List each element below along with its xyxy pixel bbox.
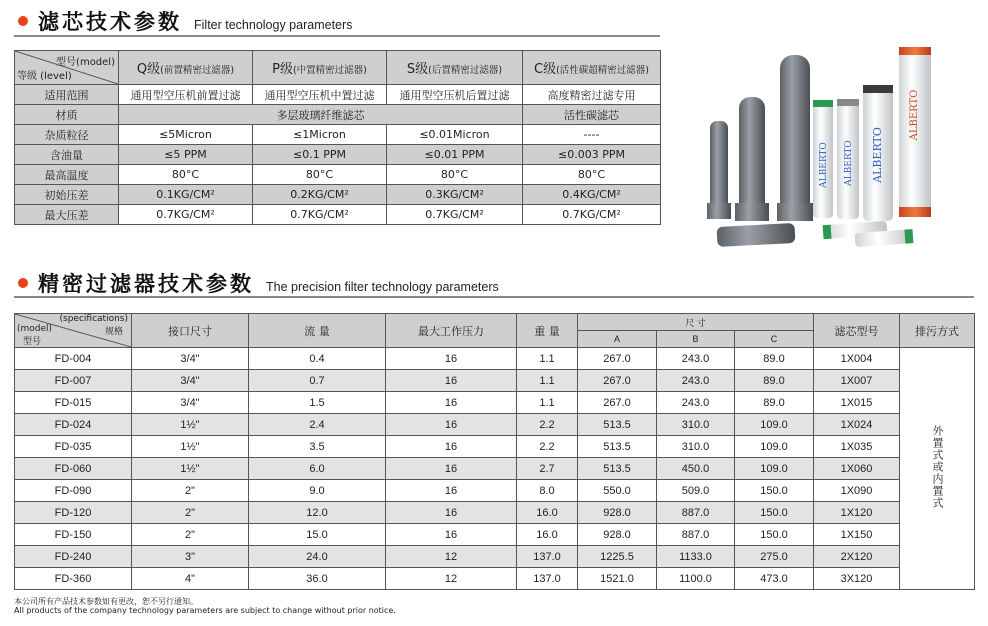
t2-cell-port: 1½" [132,436,249,458]
footer-note-en: All products of the company technology parameters are subject to change without prior notice. [14,606,396,615]
section1-header [18,6,352,36]
t2-cell-pressure: 16 [386,480,517,502]
t2-cell-port: 3/4" [132,348,249,370]
t2-cell-pressure: 16 [386,370,517,392]
t2-cell-b: 310.0 [657,414,735,436]
t2-cell-c: 473.0 [735,568,814,590]
t2-cell-a: 550.0 [578,480,657,502]
t2-cell-a: 928.0 [578,524,657,546]
t2-header-port: 接口尺寸 [132,314,249,348]
t2-cell-pressure: 16 [386,436,517,458]
t2-cell-model: FD-007 [15,370,132,392]
t2-cell-pressure: 16 [386,348,517,370]
t1-row-max-dp: 最大压差 0.7KG/CM² 0.7KG/CM² 0.7KG/CM² 0.7KG/CM² [15,205,661,225]
t2-cell-model: FD-015 [15,392,132,414]
t2-cell-model: FD-060 [15,458,132,480]
t2-cell-flow: 0.7 [249,370,386,392]
t2-cell-c: 109.0 [735,414,814,436]
section2-title-en: The precision filter technology parameters [266,280,499,294]
t1-row-init-dp: 初始压差 0.1KG/CM² 0.2KG/CM² 0.3KG/CM² 0.4KG/CM² [15,185,661,205]
section1-rule [14,35,660,37]
t2-cell-pressure: 16 [386,458,517,480]
t2-cell-port: 3/4" [132,370,249,392]
t2-cell-pressure: 16 [386,524,517,546]
t2-header-pressure: 最大工作压力 [386,314,517,348]
t2-cell-pressure: 12 [386,546,517,568]
t2-cell-model: FD-120 [15,502,132,524]
t2-cell-model: FD-360 [15,568,132,590]
t2-cell-flow: 15.0 [249,524,386,546]
brand-label-3: ALBERTO [871,127,884,183]
t2-cell-a: 267.0 [578,348,657,370]
table-row [15,348,975,370]
t2-cell-pressure: 16 [386,502,517,524]
t1-row-apply: 适用范围 通用型空压机前置过滤 通用型空压机中置过滤 通用型空压机后置过滤 高度精密过滤专用 [15,85,661,105]
t2-cell-model: FD-240 [15,546,132,568]
t2-cell-weight: 2.2 [517,414,578,436]
t2-cell-element: 1X015 [814,392,900,414]
t2-cell-element: 1X007 [814,370,900,392]
bullet-dot-icon [18,16,28,26]
t2-cell-b: 310.0 [657,436,735,458]
t1-grade-q: Q级(前置精密过滤器) [119,51,253,85]
t2-cell-a: 513.5 [578,414,657,436]
t2-cell-a: 267.0 [578,370,657,392]
t2-cell-b: 887.0 [657,524,735,546]
footer-note-cn: 本公司所有产品技术参数如有更改，恕不另行通知。 [14,597,198,606]
t2-cell-flow: 2.4 [249,414,386,436]
section2-title-cn: 精密过滤器技术参数 [38,272,254,296]
t1-corner-level: 等级 (level) [17,71,72,82]
t1-row-oil: 含油量 ≤5 PPM ≤0.1 PPM ≤0.01 PPM ≤0.003 PPM [15,145,661,165]
t2-corner-cell: (specifications) 规格 (model) 型号 [15,314,132,348]
t2-cell-weight: 16.0 [517,502,578,524]
t1-row-particle: 杂质粒径 ≤5Micron ≤1Micron ≤0.01Micron ---- [15,125,661,145]
t2-cell-flow: 0.4 [249,348,386,370]
t2-cell-weight: 137.0 [517,568,578,590]
t1-corner-cell [15,51,119,85]
t2-cell-flow: 1.5 [249,392,386,414]
t2-cell-c: 89.0 [735,370,814,392]
t2-cell-pressure: 12 [386,568,517,590]
t2-cell-weight: 8.0 [517,480,578,502]
t2-cell-port: 2" [132,524,249,546]
t2-cell-port: 2" [132,480,249,502]
t2-cell-b: 887.0 [657,502,735,524]
t2-cell-model: FD-035 [15,436,132,458]
t1-grade-c: C级(活性碳超精密过滤器) [523,51,661,85]
t2-cell-model: FD-150 [15,524,132,546]
section1-title-cn: 滤芯技术参数 [38,10,182,34]
t1-row-temp: 最高温度 80°C 80°C 80°C 80°C [15,165,661,185]
table-row [15,524,975,546]
t2-cell-c: 109.0 [735,458,814,480]
t2-cell-c: 89.0 [735,348,814,370]
t2-cell-c: 275.0 [735,546,814,568]
table-row [15,392,975,414]
t2-cell-weight: 137.0 [517,546,578,568]
t2-cell-flow: 6.0 [249,458,386,480]
t2-cell-weight: 1.1 [517,392,578,414]
t2-cell-model: FD-004 [15,348,132,370]
brand-label-4: ALBERTO [909,89,920,141]
t2-header-a: A [578,331,657,348]
t2-cell-element: 1X004 [814,348,900,370]
t2-cell-element: 1X024 [814,414,900,436]
t2-cell-weight: 1.1 [517,370,578,392]
t2-cell-b: 509.0 [657,480,735,502]
t2-cell-model: FD-090 [15,480,132,502]
section2-header [18,268,499,298]
table-row [15,436,975,458]
t2-cell-a: 1521.0 [578,568,657,590]
t2-cell-flow: 36.0 [249,568,386,590]
t2-header-weight: 重 量 [517,314,578,348]
t2-cell-port: 4" [132,568,249,590]
filter-parameters-table [14,50,661,225]
t2-cell-a: 513.5 [578,436,657,458]
t2-cell-b: 243.0 [657,370,735,392]
t2-header-element: 滤芯型号 [814,314,900,348]
t2-header-flow: 流 量 [249,314,386,348]
brand-label-1: ALBERTO [819,142,829,188]
t2-cell-c: 89.0 [735,392,814,414]
table-row [15,568,975,590]
section2-rule [14,296,974,298]
t2-header-b: B [657,331,735,348]
t2-cell-element: 1X090 [814,480,900,502]
t1-row-material: 材质 多层玻璃纤维滤芯 活性碳滤芯 [15,105,661,125]
t2-cell-a: 267.0 [578,392,657,414]
t2-cell-model: FD-024 [15,414,132,436]
brand-label-2: ALBERTO [844,140,854,186]
t2-cell-pressure: 16 [386,414,517,436]
t2-cell-flow: 12.0 [249,502,386,524]
t2-cell-element: 1X060 [814,458,900,480]
table-row [15,414,975,436]
t2-cell-element: 1X035 [814,436,900,458]
t2-cell-element: 1X150 [814,524,900,546]
t2-cell-flow: 9.0 [249,480,386,502]
t2-cell-weight: 1.1 [517,348,578,370]
table-row [15,546,975,568]
t2-cell-element: 3X120 [814,568,900,590]
t2-cell-a: 928.0 [578,502,657,524]
section1-title-en: Filter technology parameters [194,18,353,32]
t2-cell-element: 2X120 [814,546,900,568]
table-row [15,502,975,524]
t2-cell-b: 243.0 [657,392,735,414]
t2-cell-port: 3/4" [132,392,249,414]
precision-filter-table [14,313,975,590]
t2-header-size: 尺 寸 [578,314,814,331]
t2-cell-pressure: 16 [386,392,517,414]
t2-cell-flow: 3.5 [249,436,386,458]
t2-header-c: C [735,331,814,348]
t2-cell-b: 243.0 [657,348,735,370]
t2-cell-drain [900,348,975,590]
t2-cell-port: 1½" [132,414,249,436]
t2-header-drain: 排污方式 [900,314,975,348]
drain-method-text: 外置式或内置式 [931,425,943,509]
t1-corner-model: 型号(model) [56,57,115,68]
t2-cell-weight: 16.0 [517,524,578,546]
t2-cell-port: 1½" [132,458,249,480]
t2-cell-c: 109.0 [735,436,814,458]
table-row [15,370,975,392]
t2-cell-b: 1100.0 [657,568,735,590]
t2-cell-c: 150.0 [735,502,814,524]
t2-cell-a: 513.5 [578,458,657,480]
t1-grade-s: S级(后置精密过滤器) [387,51,523,85]
t2-cell-weight: 2.7 [517,458,578,480]
t2-cell-port: 2" [132,502,249,524]
t2-cell-weight: 2.2 [517,436,578,458]
filter-products-image [695,35,945,265]
t2-cell-b: 1133.0 [657,546,735,568]
t2-cell-element: 1X120 [814,502,900,524]
table-row [15,480,975,502]
t2-cell-a: 1225.5 [578,546,657,568]
t2-cell-c: 150.0 [735,524,814,546]
t2-cell-port: 3" [132,546,249,568]
bullet-dot-icon [18,278,28,288]
table-row [15,458,975,480]
t2-cell-c: 150.0 [735,480,814,502]
t2-cell-b: 450.0 [657,458,735,480]
t1-grade-p: P级(中置精密过滤器) [253,51,387,85]
t2-cell-flow: 24.0 [249,546,386,568]
